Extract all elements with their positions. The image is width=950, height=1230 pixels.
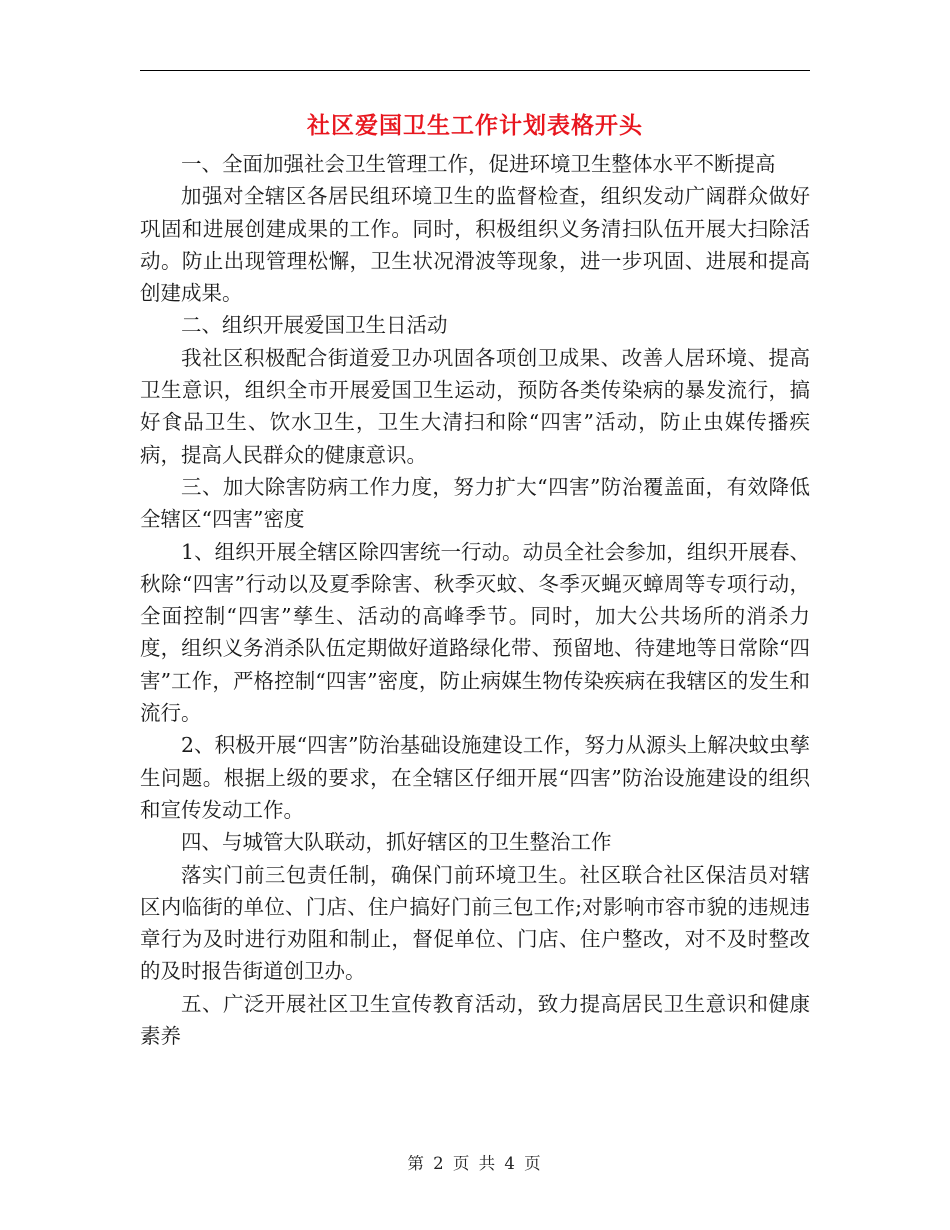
paragraph: 2、积极开展“四害”防治基础设施建设工作，努力从源头上解决蚊虫孳生问题。根据上级的要求，在全辖区仔细开展“四害”防治设施建设的组织和宣传发动工作。 xyxy=(140,733,810,822)
section-heading-4: 四、与城管大队联动，抓好辖区的卫生整治工作 xyxy=(181,830,612,855)
paragraph: 1、组织开展全辖区除四害统一行动。动员全社会参加，组织开展春、秋除“四害”行动以及夏季除害、秋季灭蚊、冬季灭蝇灭蟑周等专项行动，全面控制“四害”孳生、活动的高峰季节。同时，加大公共场所的消杀力度，组织义务消杀队伍定期做好道路绿化带、预留地、待建地等日常除“四害”工作，严格控制“四害”密度，防止病媒生物传染疾病在我辖区的发生和流行。 xyxy=(140,539,810,726)
header-rule xyxy=(140,70,810,71)
section-heading-3: 三、加大除害防病工作力度，努力扩大“四害”防治覆盖面，有效降低全辖区“四害”密度 xyxy=(140,474,810,532)
section-heading-2: 二、组织开展爱国卫生日活动 xyxy=(181,313,448,338)
section-heading-1: 一、全面加强社会卫生管理工作，促进环境卫生整体水平不断提高 xyxy=(181,152,776,176)
section-heading-5: 五、广泛开展社区卫生宣传教育活动，致力提高居民卫生意识和健康素养 xyxy=(140,991,810,1049)
paragraph: 落实门前三包责任制，确保门前环境卫生。社区联合社区保洁员对辖区内临街的单位、门店、住户搞好门前三包工作;对影响市容市貌的违规违章行为及时进行劝阻和制止，督促单位、门店、住户整改，对不及时整改的及时报告街道创卫办。 xyxy=(140,862,810,984)
document-body xyxy=(140,104,810,1052)
paragraph: 加强对全辖区各居民组环境卫生的监督检查，组织发动广阔群众做好巩固和进展创建成果的工作。同时，积极组织义务清扫队伍开展大扫除活动。防止出现管理松懈，卫生状况滑波等现象，进一步巩固、进展和提高创建成果。 xyxy=(140,184,810,306)
document-title: 社区爱国卫生工作计划表格开头 xyxy=(307,112,643,139)
page-number: 第 2 页 共 4 页 xyxy=(407,1154,543,1173)
paragraph: 我社区积极配合街道爱卫办巩固各项创卫成果、改善人居环境、提高卫生意识，组织全市开展爱国卫生运动，预防各类传染病的暴发流行，搞好食品卫生、饮水卫生，卫生大清扫和除“四害”活动，防止虫媒传播疾病，提高人民群众的健康意识。 xyxy=(140,345,810,467)
